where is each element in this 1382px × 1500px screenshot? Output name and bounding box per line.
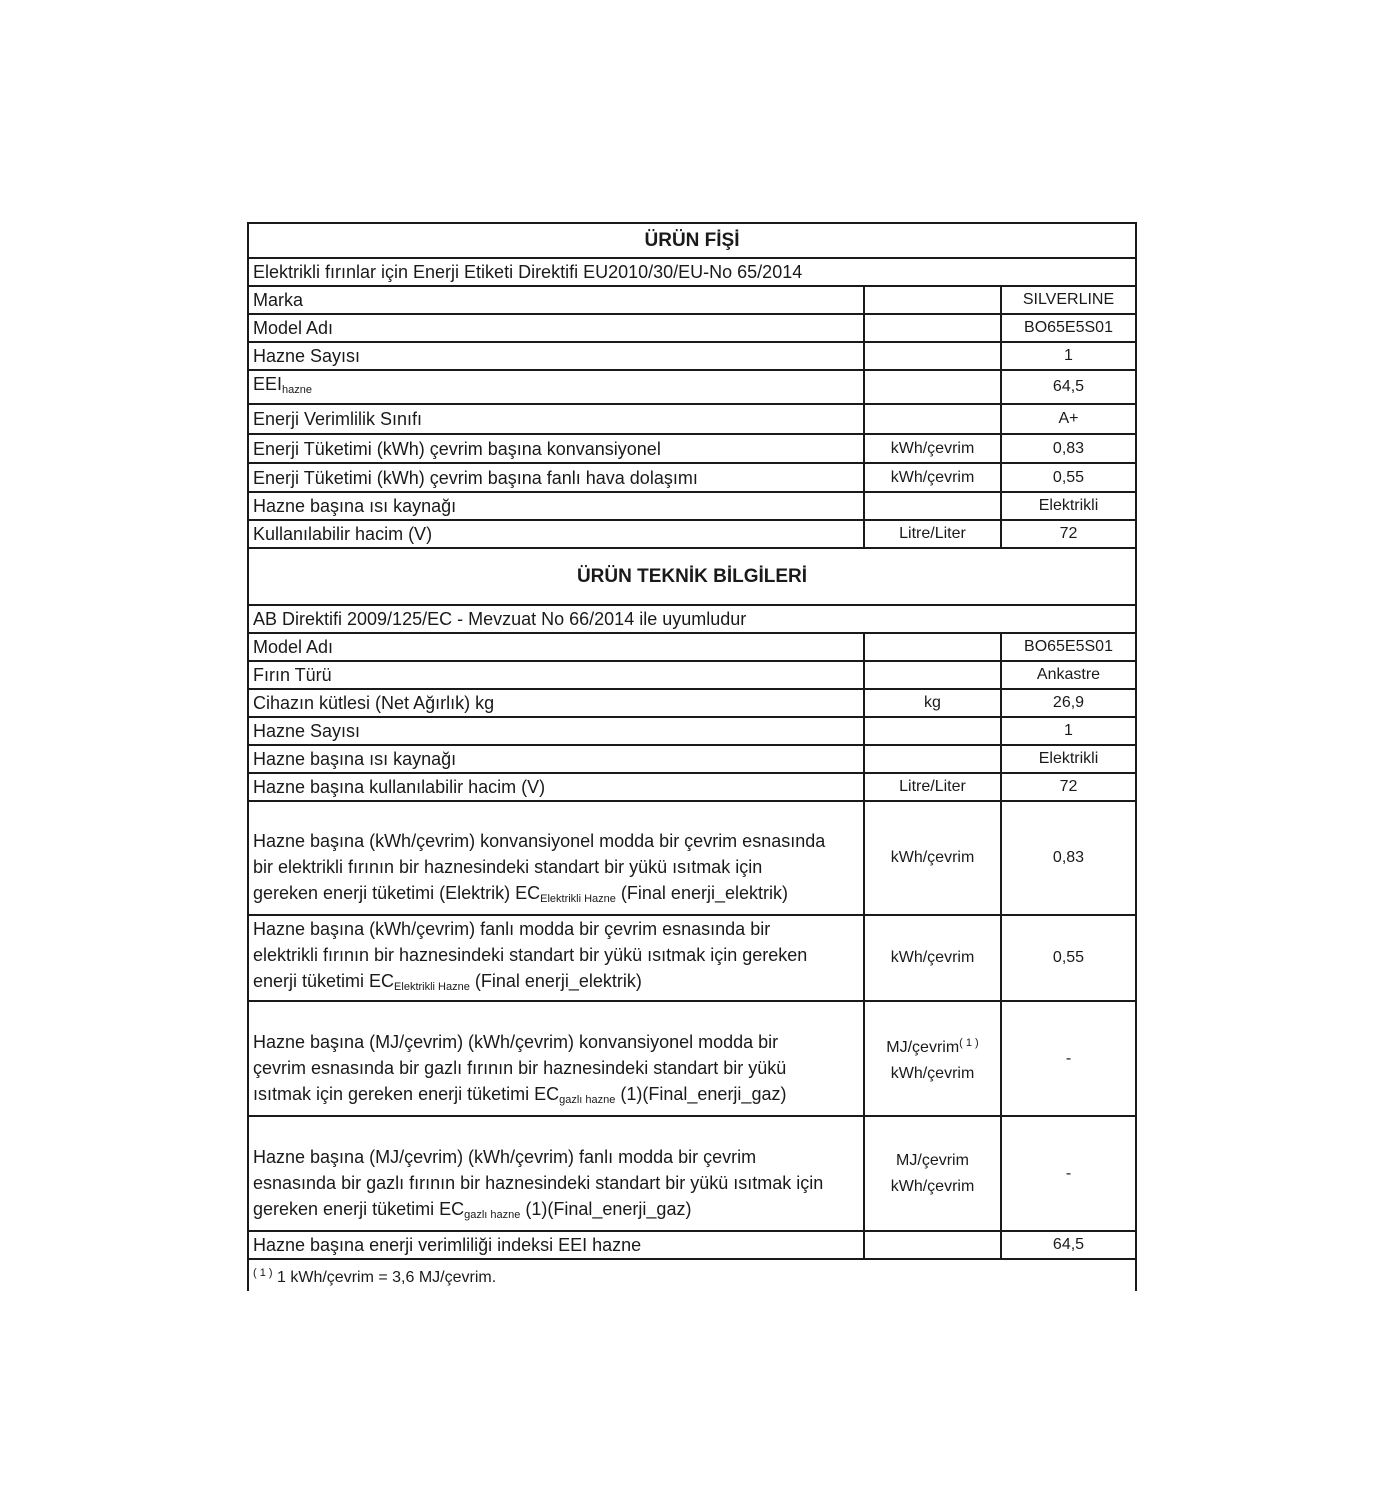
table-row bbox=[248, 370, 1136, 404]
row-value: 0,83 bbox=[1001, 801, 1136, 915]
row-unit bbox=[864, 1231, 1001, 1259]
row-label: Hazne başına ısı kaynağı bbox=[248, 492, 864, 520]
row-value: 1 bbox=[1001, 342, 1136, 370]
row-value: 0,55 bbox=[1001, 463, 1136, 492]
row-label: Marka bbox=[248, 286, 864, 314]
fiche-title: ÜRÜN FİŞİ bbox=[248, 223, 1136, 258]
row-value: BO65E5S01 bbox=[1001, 314, 1136, 342]
unit-line: MJ/çevrim bbox=[896, 1151, 969, 1169]
table-row bbox=[248, 492, 1136, 520]
fiche-directive: Elektrikli fırınlar için Enerji Etiketi Direktifi EU2010/30/EU-No 65/2014 bbox=[248, 258, 1136, 286]
row-value: BO65E5S01 bbox=[1001, 633, 1136, 661]
row-value: 0,55 bbox=[1001, 915, 1136, 1001]
row-label: Enerji Tüketimi (kWh) çevrim başına konvansiyonel bbox=[248, 434, 864, 463]
text-line: esnasında bir gazlı fırının bir haznesindeki standart bir yükü ısıtmak için bbox=[253, 1173, 824, 1193]
row-value: 26,9 bbox=[1001, 689, 1136, 717]
row-label: Model Adı bbox=[248, 633, 864, 661]
text-line bbox=[253, 968, 859, 1000]
text-part: ısıtmak için gereken enerji tüketimi EC bbox=[253, 1084, 560, 1104]
text-line: Hazne başına (MJ/çevrim) (kWh/çevrim) konvansiyonel modda bir bbox=[253, 1032, 779, 1052]
text-line: çevrim esnasında bir gazlı fırının bir haznesindeki standart bir yükü bbox=[253, 1058, 787, 1078]
ec-fan-label bbox=[248, 915, 864, 1001]
row-label: Hazne başına ısı kaynağı bbox=[248, 745, 864, 773]
tech-title-row bbox=[248, 548, 1136, 605]
table-row bbox=[248, 773, 1136, 801]
row-label: Enerji Tüketimi (kWh) çevrim başına fanlı hava dolaşımı bbox=[248, 463, 864, 492]
ec-conventional-label bbox=[248, 801, 864, 915]
row-unit bbox=[864, 745, 1001, 773]
row-unit bbox=[864, 370, 1001, 404]
unit-sup: ( 1 ) bbox=[959, 1037, 979, 1049]
unit-line: kWh/çevrim bbox=[890, 1065, 975, 1082]
row-label: Cihazın kütlesi (Net Ağırlık) kg bbox=[248, 689, 864, 717]
row-value: A+ bbox=[1001, 404, 1136, 434]
row-label: Fırın Türü bbox=[248, 661, 864, 689]
text-part: (1)(Final_enerji_gaz) bbox=[615, 1084, 787, 1104]
row-label: Hazne başına enerji verimliliği indeksi EEI hazne bbox=[248, 1231, 864, 1259]
text-line: Hazne başına (kWh/çevrim) fanlı modda bir çevrim esnasında bir bbox=[253, 919, 771, 939]
row-value: 1 bbox=[1001, 717, 1136, 745]
text-sub: Elektrikli Hazne bbox=[540, 893, 616, 905]
row-unit: kWh/çevrim bbox=[864, 915, 1001, 1001]
text-line bbox=[253, 1081, 859, 1113]
text-part: (1)(Final_enerji_gaz) bbox=[520, 1199, 692, 1219]
row-value: Ankastre bbox=[1001, 661, 1136, 689]
row-unit: Litre/Liter bbox=[864, 520, 1001, 548]
row-unit: kWh/çevrim bbox=[864, 801, 1001, 915]
text-line: bir elektrikli fırının bir haznesindeki standart bir yükü ısıtmak için bbox=[253, 857, 763, 877]
row-label: Hazne Sayısı bbox=[248, 342, 864, 370]
eei-label-sub: hazne bbox=[282, 384, 312, 396]
fiche-title-row bbox=[248, 223, 1136, 258]
text-part: (Final enerji_elektrik) bbox=[469, 971, 642, 991]
row-unit bbox=[864, 633, 1001, 661]
text-part: gereken enerji tüketimi EC bbox=[253, 1199, 465, 1219]
table-row bbox=[248, 314, 1136, 342]
text-line bbox=[253, 1196, 859, 1228]
tech-directive: AB Direktifi 2009/125/EC - Mevzuat No 66/2014 ile uyumludur bbox=[248, 605, 1136, 633]
text-sub: gazlı hazne bbox=[559, 1094, 616, 1106]
table-row bbox=[248, 434, 1136, 463]
row-value: - bbox=[1001, 1116, 1136, 1231]
row-label: Hazne Sayısı bbox=[248, 717, 864, 745]
gas-fan-label bbox=[248, 1116, 864, 1231]
row-value: SILVERLINE bbox=[1001, 286, 1136, 314]
table-row bbox=[248, 520, 1136, 548]
row-label: Kullanılabilir hacim (V) bbox=[248, 520, 864, 548]
text-part: (Final enerji_elektrik) bbox=[615, 883, 788, 903]
row-unit: kWh/çevrim bbox=[864, 463, 1001, 492]
table-row bbox=[248, 342, 1136, 370]
row-value: 72 bbox=[1001, 773, 1136, 801]
table-row bbox=[248, 463, 1136, 492]
table-row bbox=[248, 286, 1136, 314]
unit-line: kWh/çevrim bbox=[890, 1177, 975, 1195]
row-unit bbox=[864, 286, 1001, 314]
product-fiche-table bbox=[247, 222, 1137, 1291]
table-row bbox=[248, 689, 1136, 717]
text-line bbox=[253, 880, 859, 912]
unit-line bbox=[869, 1030, 996, 1061]
tech-title: ÜRÜN TEKNİK BİLGİLERİ bbox=[248, 548, 1136, 605]
row-value: - bbox=[1001, 1001, 1136, 1116]
row-label: Model Adı bbox=[248, 314, 864, 342]
table-row bbox=[248, 1116, 1136, 1231]
row-unit bbox=[864, 492, 1001, 520]
table-row bbox=[248, 404, 1136, 434]
table-row bbox=[248, 915, 1136, 1001]
row-value: 0,83 bbox=[1001, 434, 1136, 463]
table-row bbox=[248, 717, 1136, 745]
unit-text: MJ/çevrim bbox=[886, 1039, 960, 1056]
eei-label: EEI bbox=[253, 374, 283, 394]
row-label: Hazne başına kullanılabilir hacim (V) bbox=[248, 773, 864, 801]
text-sub: gazlı hazne bbox=[464, 1209, 521, 1221]
fiche-directive-row bbox=[248, 258, 1136, 286]
row-unit bbox=[864, 1001, 1001, 1116]
table-row bbox=[248, 1001, 1136, 1116]
product-fiche-sheet bbox=[247, 222, 1135, 1291]
footnote-text: 1 kWh/çevrim = 3,6 MJ/çevrim. bbox=[272, 1269, 497, 1286]
table-row bbox=[248, 661, 1136, 689]
footnote bbox=[248, 1259, 1136, 1291]
row-unit bbox=[864, 314, 1001, 342]
tech-directive-row bbox=[248, 605, 1136, 633]
table-row bbox=[248, 745, 1136, 773]
row-unit bbox=[864, 404, 1001, 434]
footnote-sup: ( 1 ) bbox=[253, 1267, 273, 1279]
row-unit: kWh/çevrim bbox=[864, 434, 1001, 463]
text-line: elektrikli fırının bir haznesindeki standart bir yükü ısıtmak için gereken bbox=[253, 945, 808, 965]
row-value: 64,5 bbox=[1001, 370, 1136, 404]
gas-conventional-label bbox=[248, 1001, 864, 1116]
row-label bbox=[248, 370, 864, 404]
text-line: Hazne başına (kWh/çevrim) konvansiyonel modda bir çevrim esnasında bbox=[253, 831, 826, 851]
table-row bbox=[248, 633, 1136, 661]
row-unit bbox=[864, 1116, 1001, 1231]
table-row bbox=[248, 1231, 1136, 1259]
row-value: 72 bbox=[1001, 520, 1136, 548]
row-unit bbox=[864, 717, 1001, 745]
row-value: Elektrikli bbox=[1001, 745, 1136, 773]
row-unit bbox=[864, 661, 1001, 689]
row-label: Enerji Verimlilik Sınıfı bbox=[248, 404, 864, 434]
row-value: 64,5 bbox=[1001, 1231, 1136, 1259]
row-unit bbox=[864, 342, 1001, 370]
text-line: Hazne başına (MJ/çevrim) (kWh/çevrim) fanlı modda bir çevrim bbox=[253, 1147, 757, 1167]
row-unit: kg bbox=[864, 689, 1001, 717]
text-part: gereken enerji tüketimi (Elektrik) EC bbox=[253, 883, 541, 903]
table-row bbox=[248, 801, 1136, 915]
footnote-row bbox=[248, 1259, 1136, 1291]
text-sub: Elektrikli Hazne bbox=[394, 981, 470, 993]
text-part: enerji tüketimi EC bbox=[253, 971, 395, 991]
row-value: Elektrikli bbox=[1001, 492, 1136, 520]
row-unit: Litre/Liter bbox=[864, 773, 1001, 801]
